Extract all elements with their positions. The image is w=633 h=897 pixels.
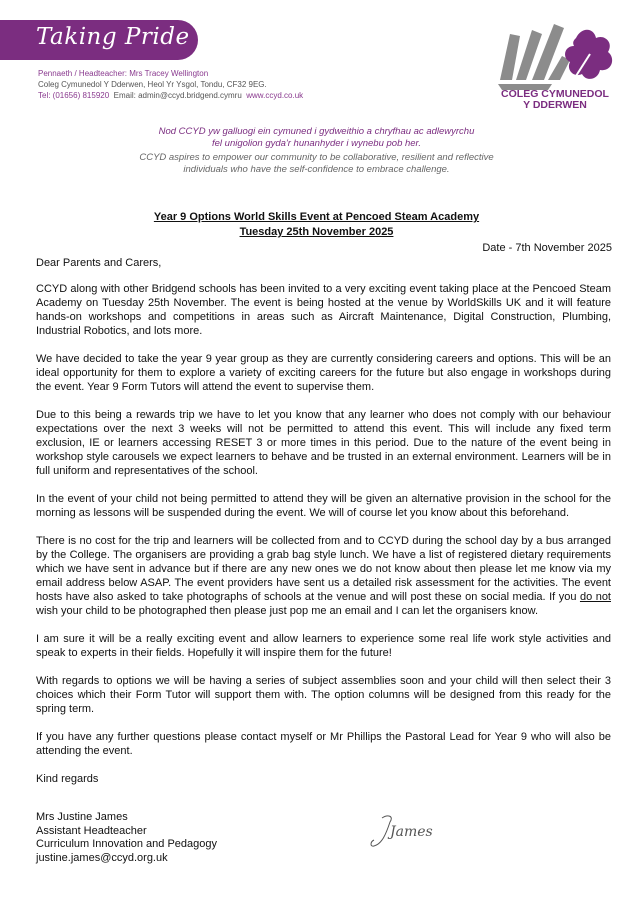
address: Coleg Cymunedol Y Dderwen, Heol Yr Ysgol, Tondu, CF32 9EG. [38,80,267,89]
headteacher-label: Pennaeth / Headteacher: [38,69,130,78]
paragraph-2: We have decided to take the year 9 year group as they are currently considering careers and options. This will be an ideal opportunity for them to explore a variety of exciting careers for the future but also engage in workshops during the event. Year 9 Form Tutors will attend the event to supervise them. [36,353,611,393]
contact-info [38,68,303,101]
letter-title: Year 9 Options World Skills Event at Pencoed Steam Academy [153,211,480,223]
signatory-name: Mrs Justine James [36,811,128,823]
email-link[interactable]: Email: admin@ccyd.bridgend.cymru [113,91,242,100]
paragraph-4: In the event of your child not being permitted to attend they will be given an alternative provision in the school for the morning as lessons will be suspended during the event. We will of course let you know about this beforehand. [36,493,611,519]
website-link[interactable]: www.ccyd.co.uk [246,91,304,100]
paragraph-5-underlined: do not [579,591,611,603]
motto-english [0,152,633,176]
motto-welsh [0,126,633,150]
motto-english-line-2: individuals who have the self-confidence to embrace challenge. [183,164,450,175]
paragraph-7: With regards to options we will be having a series of subject assemblies soon and your child will then select their 3 choices which their Form Tutor will support them with. The option columns will be designed from this ready for the spring term. [36,675,611,715]
headteacher-name: Mrs Tracey Wellington [129,69,209,78]
signatory-department: Curriculum Innovation and Pedagogy [36,838,218,851]
paragraph-5 [36,534,611,618]
paragraph-5-part-b: wish your child to be photographed then please just pop me an email and I can let the organisers know. [36,605,539,617]
signature-text: James [390,824,433,840]
motto-welsh-line-2: fel unigolion gyda'r hunanhyder i wynebu pob her. [211,138,422,149]
logo-line-1: COLEG CYMUNEDOL [501,88,609,100]
oak-leaf-icon [498,24,570,90]
telephone: Tel: (01656) 815920 [38,91,110,100]
paragraph-6: I am sure it will be a really exciting event and allow learners to experience some real life work style activities and speak to experts in their fields. Hopefully it will inspire them for the future! [36,633,611,659]
greeting: Dear Parents and Carers, [36,257,162,269]
banner-text: Taking Pride [36,24,190,50]
logo-line-2: Y DDERWEN [523,99,587,111]
paragraph-1: CCYD along with other Bridgend schools has been invited to a very exciting event taking place at the Pencoed Steam Academy on Tuesday 25th November. The event is being hosted at the venue by WorldSkills UK and it will feature hands-on workshops and competitions in areas such as Aircraft Maintenance, Digital Construction, Plumbing, Industrial Robotics, and lots more. [36,283,611,337]
signature-block [36,811,217,865]
letter-date: Date - 7th November 2025 [482,242,612,254]
signatory-role: Assistant Headteacher [36,824,147,837]
logo-name [494,89,616,111]
letter-subtitle: Tuesday 25th November 2025 [239,226,394,238]
letter-body [36,256,611,800]
motto-welsh-line-1: Nod CCYD yw galluogi ein cymuned i gydweithio a chryfhau ac adlewyrchu [158,126,475,137]
closing: Kind regards [36,773,99,785]
motto-english-line-1: CCYD aspires to empower our community to be collaborative, resilient and reflective [139,152,494,163]
paragraph-3: Due to this being a rewards trip we have to let you know that any learner who does not comply with our behaviour expectations over the next 3 weeks will not be permitted to attend this event. This will include any fixed term exclusion, IE or learners accessing RESET 3 or more times in this period. Due to the nature of the event being in workshop style carousels we expect learners to behave and be trusted in an external environment. Learners will be in full uniform and representatives of the school. [36,409,611,477]
handwritten-signature-icon [368,810,448,852]
paragraph-8: If you have any further questions please contact myself or Mr Phillips the Pastoral Lead for Year 9 who will also be attending the event. [36,731,611,757]
paragraph-5-part-a: There is no cost for the trip and learners will be collected from and to CCYD during the school day by a bus arranged by the College. The organisers are providing a grab bag style lunch. We have a list of registered dietary requirements which we have sent in advance but if there are any new ones we do not know about then please let me know via my email address below ASAP. The event providers have sent us a detailed risk assessment for the activities. The event hosts have also asked to take photographs of schools at the venue and will post these on social media. If you [36,535,611,603]
signatory-email[interactable]: justine.james@ccyd.org.uk [36,851,168,864]
